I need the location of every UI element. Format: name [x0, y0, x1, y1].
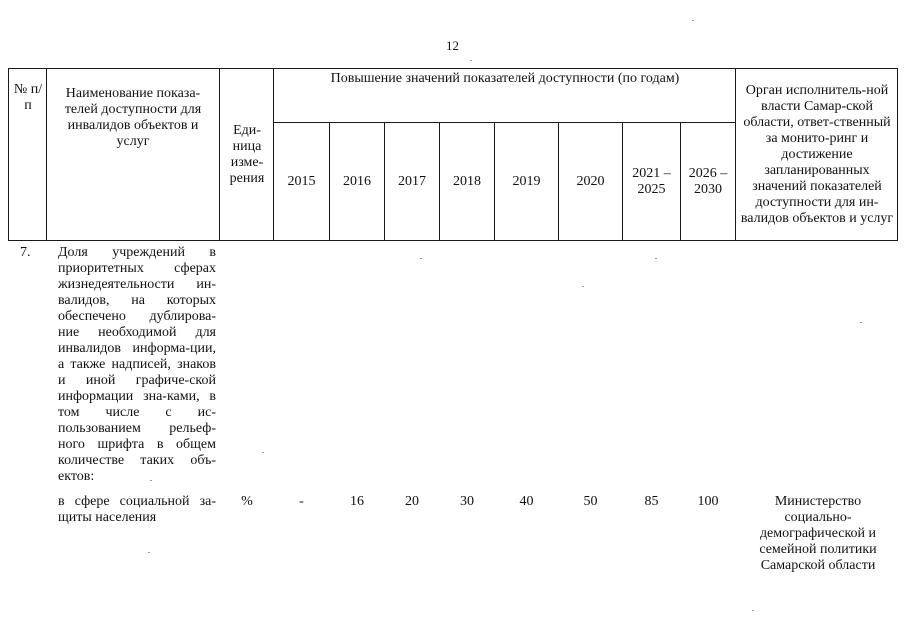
header-year-2019: 2019	[512, 174, 541, 189]
value-2018: 30	[460, 494, 474, 509]
scan-speck	[860, 322, 862, 323]
header-year-2016: 2016	[343, 174, 371, 189]
value-2019: 40	[519, 494, 534, 509]
header-year-2018: 2018	[453, 174, 481, 189]
scan-speck	[150, 480, 152, 481]
value-2017: 20	[405, 494, 419, 509]
header-year-2015: 2015	[287, 174, 316, 189]
value-2020: 50	[583, 494, 598, 509]
header-year-2017: 2017	[398, 174, 426, 189]
responsible-agency: Министерство социально-демографической и семейной политики Самарской области	[759, 494, 877, 573]
unit-value: %	[241, 494, 253, 509]
table-left-border	[8, 68, 9, 240]
header-year-2021-2025: 2021 – 2025	[632, 166, 671, 197]
table-top-border	[8, 68, 898, 69]
page-number: 12	[446, 38, 459, 53]
scan-speck	[420, 258, 422, 259]
col-divider	[735, 68, 736, 240]
value-2021-2025: 85	[644, 494, 659, 509]
scan-speck	[582, 286, 584, 287]
col-divider	[219, 68, 220, 240]
scan-speck	[655, 258, 657, 259]
value-2016: 16	[350, 494, 364, 509]
header-agency: Орган исполнитель-ной власти Самар-ской области, ответ-ственный за монито-ринг и достижение запланированных значений показателей доступности для ин-валидов объектов и услуг	[740, 83, 894, 226]
value-2015: -	[299, 494, 304, 509]
header-unit: Еди-ница изме-рения	[229, 123, 265, 186]
header-year-2026-2030: 2026 – 2030	[688, 166, 728, 197]
header-bottom-border	[8, 240, 898, 241]
year-subheader-border	[273, 122, 735, 123]
row-number: 7.	[20, 245, 31, 260]
scan-speck	[752, 610, 754, 611]
header-year-2020: 2020	[576, 174, 605, 189]
header-indicator-name: Наименование показа-телей доступности для инвалидов объектов и услуг	[64, 86, 202, 149]
indicator-description: Доля учреждений в приоритетных сферах жизнедеятельности ин-валидов, на которых обеспечено дублирова-ние необходимой для инвалидов информа-ции, а также надписей, знаков и иной графиче-ской информации зна-ками, в том числе с ис-пользованием рельеф-ного шрифта в общем количестве таких объ-ектов:	[58, 245, 216, 484]
col-divider	[46, 68, 47, 240]
scan-speck	[148, 552, 150, 553]
value-2026-2030: 100	[697, 494, 719, 509]
scan-speck	[262, 452, 264, 453]
indicator-subitem-social-protection: в сфере социальной за-щиты населения	[58, 494, 216, 525]
header-num: № п/п	[13, 82, 43, 113]
header-increase-group: Повышение значений показателей доступности (по годам)	[330, 71, 680, 86]
scan-speck	[470, 60, 472, 61]
scan-speck	[692, 20, 694, 21]
table-right-border	[897, 68, 898, 240]
